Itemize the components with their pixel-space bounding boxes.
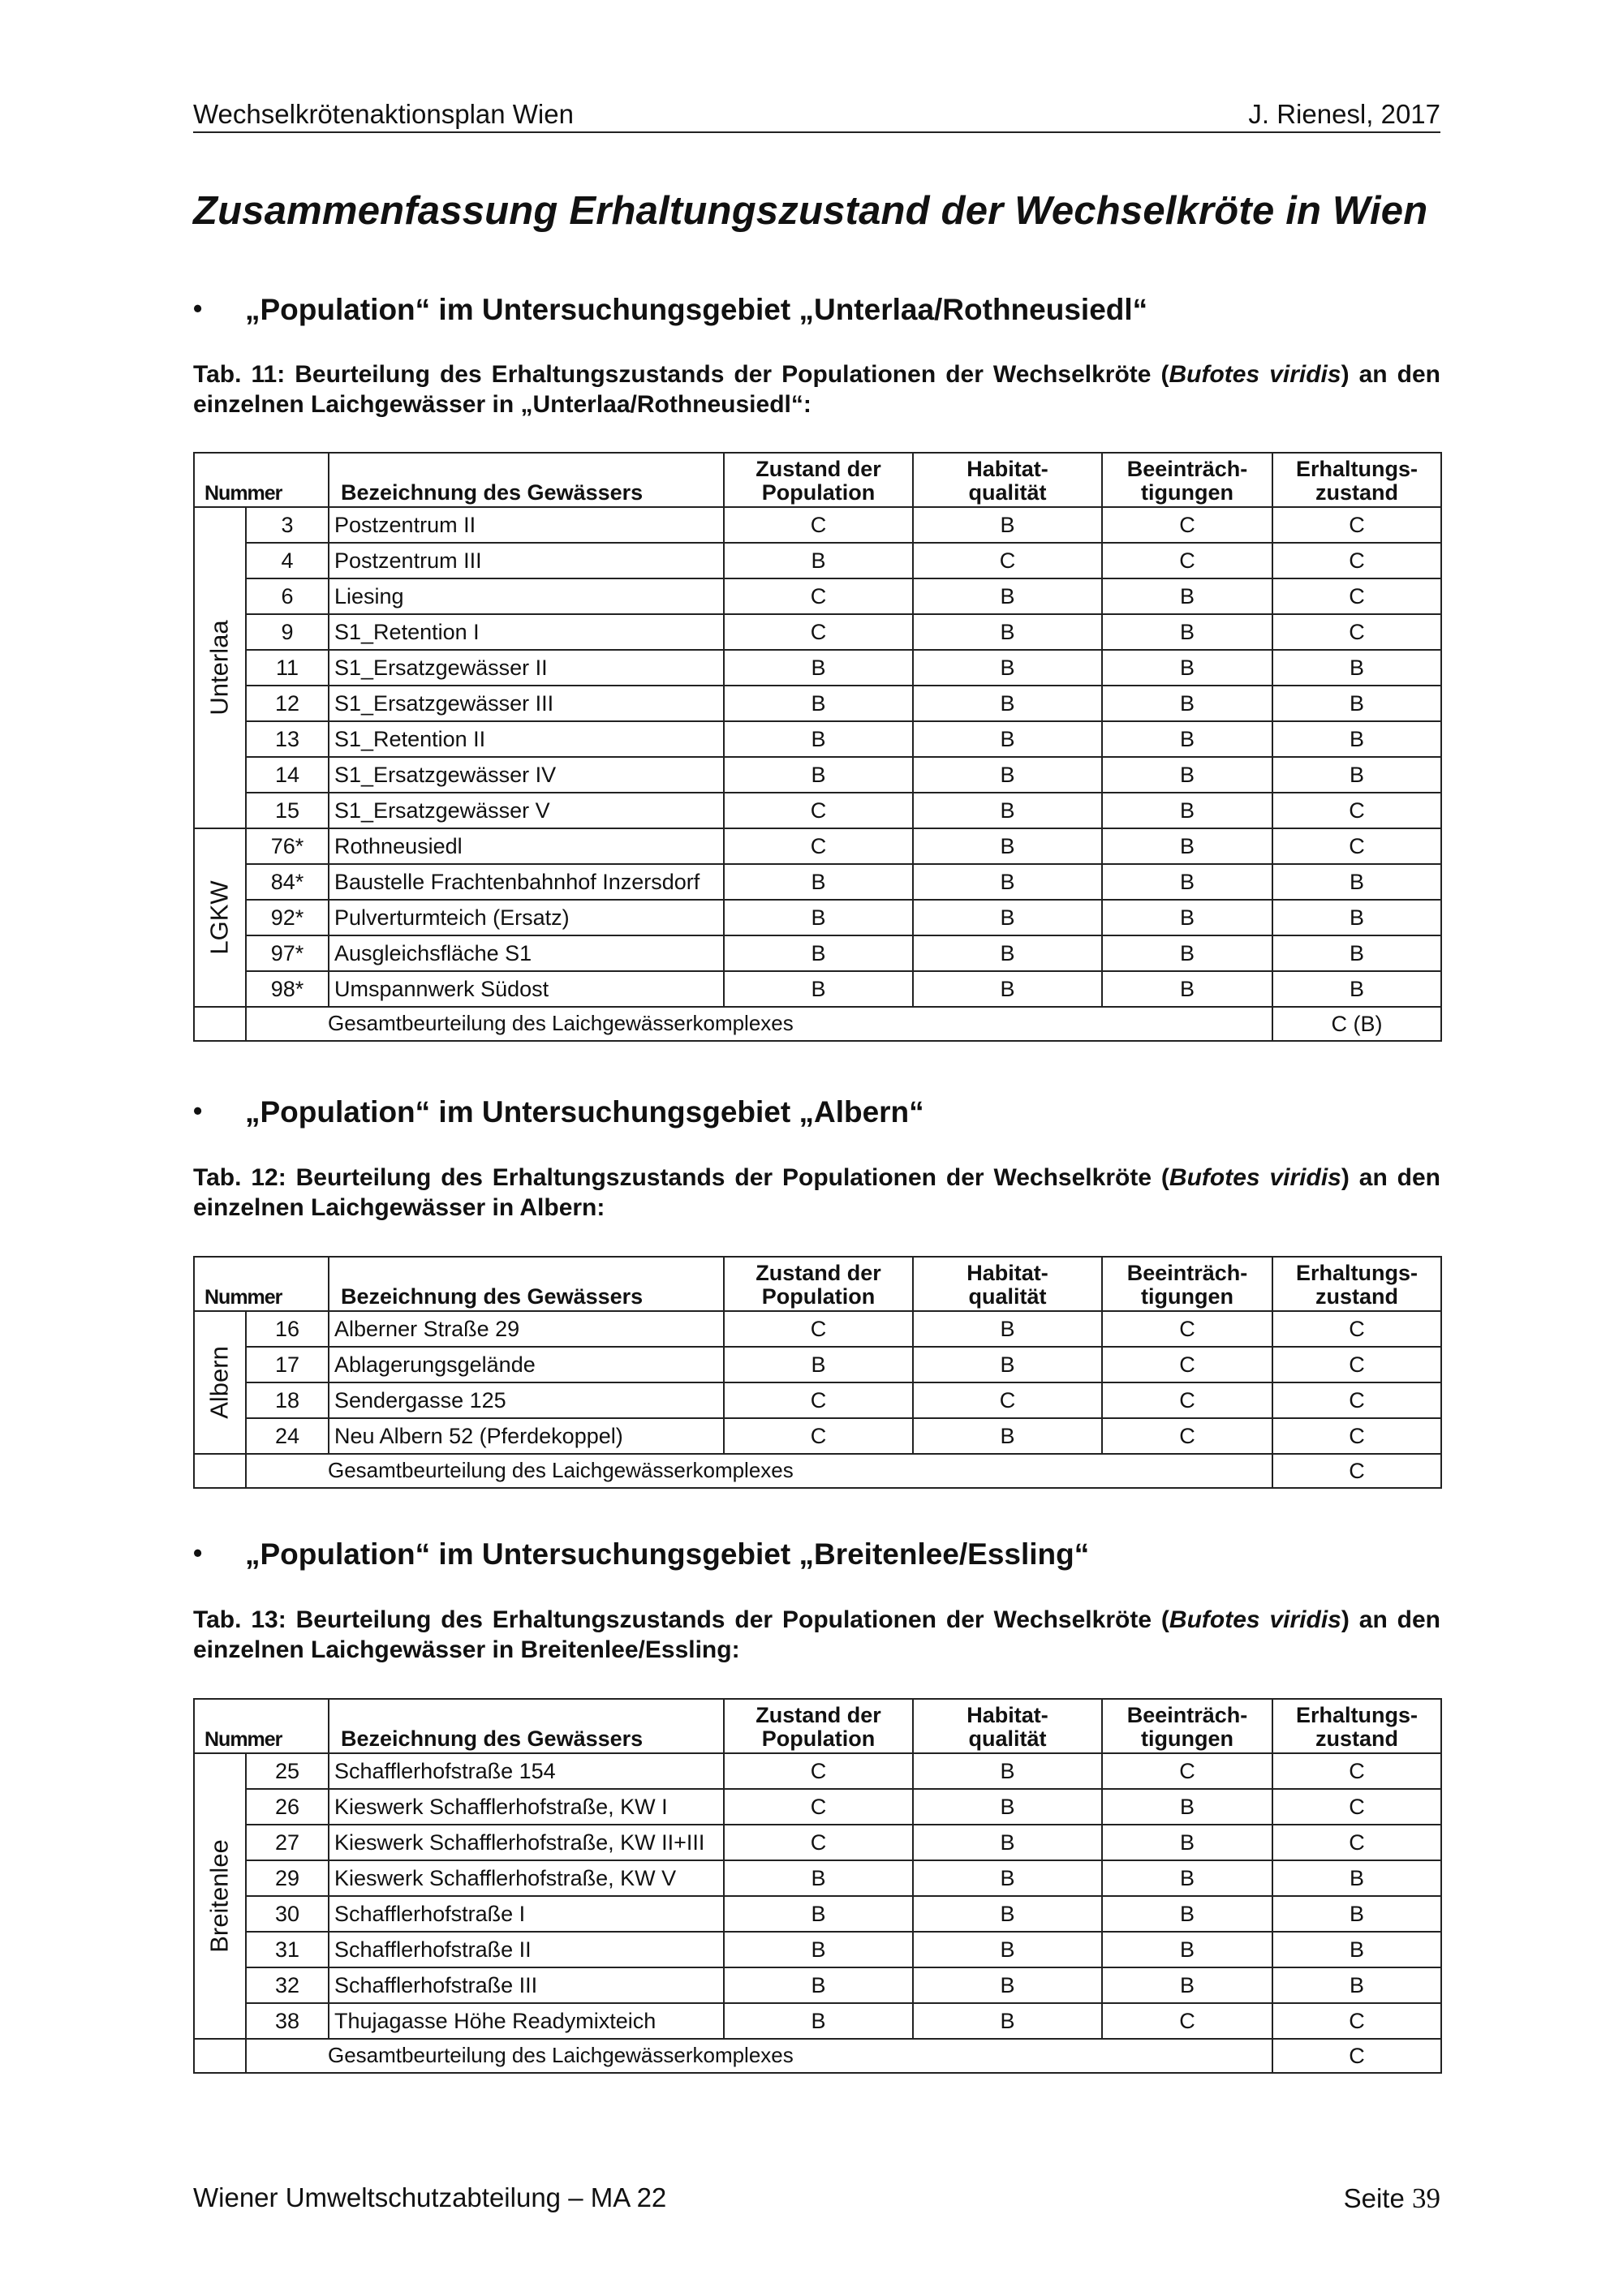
- total-row: [194, 1454, 1441, 1488]
- habitat-grade: B: [913, 614, 1102, 650]
- conservation-grade: B: [1272, 1896, 1441, 1932]
- col-header-number: Nummer: [194, 1257, 329, 1311]
- pond-name: Liesing: [329, 578, 724, 614]
- caption-text: ) an den einzelnen Laichgewässer in „Unterlaa/Rothneusiedl“:: [193, 361, 1440, 418]
- pond-name: Alberner Straße 29: [329, 1311, 724, 1347]
- header-author-year: J. Rienesl, 2017: [1248, 99, 1440, 129]
- habitat-grade: B: [913, 721, 1102, 757]
- total-spacer: [194, 1454, 246, 1488]
- pond-name: Pulverturmteich (Ersatz): [329, 900, 724, 935]
- impairment-grade: B: [1102, 578, 1272, 614]
- pond-name: S1_Ersatzgewässer II: [329, 650, 724, 686]
- group-label: Albern: [204, 1346, 234, 1419]
- pond-number: 25: [246, 1753, 329, 1789]
- pond-name: Thujagasse Höhe Readymixteich: [329, 2003, 724, 2039]
- conservation-grade: C: [1272, 2003, 1441, 2039]
- table-row: [194, 2003, 1441, 2039]
- conservation-grade: B: [1272, 1967, 1441, 2003]
- species-name: Bufotes viridis: [1169, 361, 1341, 388]
- impairment-grade: C: [1102, 543, 1272, 578]
- table-caption-13: [193, 1605, 1440, 1665]
- table-row: [194, 1347, 1441, 1382]
- impairment-grade: B: [1102, 650, 1272, 686]
- pond-name: Kieswerk Schafflerhofstraße, KW II+III: [329, 1825, 724, 1860]
- table-row: [194, 864, 1441, 900]
- impairment-grade: B: [1102, 935, 1272, 971]
- population-grade: C: [724, 1753, 913, 1789]
- bullet-icon: •: [193, 294, 203, 323]
- section-heading-text: „Population“ im Untersuchungsgebiet „Breitenlee/Essling“: [245, 1537, 1090, 1571]
- pond-name: S1_Ersatzgewässer V: [329, 793, 724, 828]
- conservation-grade: C: [1272, 1753, 1441, 1789]
- population-grade: C: [724, 1418, 913, 1454]
- pond-name: Schafflerhofstraße 154: [329, 1753, 724, 1789]
- col-header-impairment: Beeinträch- tigungen: [1102, 1699, 1272, 1753]
- pond-name: Baustelle Frachtenbahnhof Inzersdorf: [329, 864, 724, 900]
- impairment-grade: C: [1102, 1347, 1272, 1382]
- col-header-name: Bezeichnung des Gewässers: [329, 1699, 724, 1753]
- species-name: Bufotes viridis: [1169, 1164, 1341, 1191]
- impairment-grade: C: [1102, 507, 1272, 543]
- population-grade: B: [724, 721, 913, 757]
- table-row: [194, 935, 1441, 971]
- conservation-grade: B: [1272, 971, 1441, 1007]
- impairment-grade: B: [1102, 614, 1272, 650]
- habitat-grade: B: [913, 793, 1102, 828]
- habitat-grade: B: [913, 1789, 1102, 1825]
- col-header-habitat: Habitat- qualität: [913, 1257, 1102, 1311]
- group-label: LGKW: [204, 880, 234, 955]
- impairment-grade: C: [1102, 1753, 1272, 1789]
- pond-name: Kieswerk Schafflerhofstraße, KW V: [329, 1860, 724, 1896]
- total-label: Gesamtbeurteilung des Laichgewässerkomplexes: [246, 1007, 1272, 1041]
- pond-number: 11: [246, 650, 329, 686]
- group-label-cell: [194, 1311, 246, 1454]
- pond-number: 14: [246, 757, 329, 793]
- habitat-grade: B: [913, 1753, 1102, 1789]
- col-header-habitat: Habitat- qualität: [913, 453, 1102, 507]
- impairment-grade: C: [1102, 1418, 1272, 1454]
- conservation-grade: C: [1272, 507, 1441, 543]
- pond-name: Neu Albern 52 (Pferdekoppel): [329, 1418, 724, 1454]
- habitat-grade: B: [913, 1311, 1102, 1347]
- table-row: [194, 1382, 1441, 1418]
- pond-name: Rothneusiedl: [329, 828, 724, 864]
- table-row: [194, 507, 1441, 543]
- page-label: Seite: [1343, 2183, 1405, 2213]
- table-row: [194, 1311, 1441, 1347]
- impairment-grade: B: [1102, 793, 1272, 828]
- pond-name: Schafflerhofstraße I: [329, 1896, 724, 1932]
- caption-text: ) an den einzelnen Laichgewässer in Albern:: [193, 1164, 1441, 1221]
- pond-name: S1_Retention II: [329, 721, 724, 757]
- population-grade: C: [724, 1311, 913, 1347]
- habitat-grade: C: [913, 1382, 1102, 1418]
- pond-number: 31: [246, 1932, 329, 1967]
- pond-number: 29: [246, 1860, 329, 1896]
- pond-number: 16: [246, 1311, 329, 1347]
- col-header-conservation: Erhaltungs- zustand: [1272, 1257, 1441, 1311]
- population-grade: B: [724, 900, 913, 935]
- pond-number: 27: [246, 1825, 329, 1860]
- habitat-grade: B: [913, 686, 1102, 721]
- habitat-grade: C: [913, 543, 1102, 578]
- total-row: [194, 2039, 1441, 2073]
- pond-number: 38: [246, 2003, 329, 2039]
- col-header-name: Bezeichnung des Gewässers: [329, 453, 724, 507]
- header-document-title: Wechselkrötenaktionsplan Wien: [193, 99, 574, 129]
- impairment-grade: B: [1102, 757, 1272, 793]
- conservation-grade: B: [1272, 1932, 1441, 1967]
- table-albern: [193, 1256, 1442, 1489]
- pond-name: Schafflerhofstraße III: [329, 1967, 724, 2003]
- footer-page: [1344, 2182, 1440, 2215]
- conservation-grade: B: [1272, 900, 1441, 935]
- pond-name: Ausgleichsfläche S1: [329, 935, 724, 971]
- table-row: [194, 757, 1441, 793]
- conservation-grade: C: [1272, 543, 1441, 578]
- pond-number: 12: [246, 686, 329, 721]
- table-row: [194, 578, 1441, 614]
- population-grade: B: [724, 543, 913, 578]
- pond-number: 9: [246, 614, 329, 650]
- col-header-population: Zustand der Population: [724, 453, 913, 507]
- col-header-population: Zustand der Population: [724, 1699, 913, 1753]
- pond-number: 26: [246, 1789, 329, 1825]
- impairment-grade: B: [1102, 1932, 1272, 1967]
- table-row: [194, 828, 1441, 864]
- footer-organisation: Wiener Umweltschutzabteilung – MA 22: [193, 2182, 667, 2212]
- habitat-grade: B: [913, 1347, 1102, 1382]
- pond-name: Ablagerungsgelände: [329, 1347, 724, 1382]
- species-name: Bufotes viridis: [1169, 1606, 1341, 1633]
- table-header-row: [194, 1257, 1441, 1311]
- habitat-grade: B: [913, 507, 1102, 543]
- population-grade: C: [724, 1825, 913, 1860]
- habitat-grade: B: [913, 864, 1102, 900]
- habitat-grade: B: [913, 1967, 1102, 2003]
- section-heading-albern: [193, 1095, 924, 1129]
- section-heading-text: „Population“ im Untersuchungsgebiet „Unterlaa/Rothneusiedl“: [245, 293, 1148, 326]
- table-header-row: [194, 1699, 1441, 1753]
- bullet-icon: •: [193, 1096, 203, 1125]
- col-header-conservation: Erhaltungs- zustand: [1272, 453, 1441, 507]
- table-row: [194, 1967, 1441, 2003]
- population-grade: B: [724, 864, 913, 900]
- table-caption-12: [193, 1163, 1440, 1223]
- section-heading-text: „Population“ im Untersuchungsgebiet „Albern“: [245, 1095, 924, 1129]
- habitat-grade: B: [913, 650, 1102, 686]
- total-label: Gesamtbeurteilung des Laichgewässerkomplexes: [246, 1454, 1272, 1488]
- table-row: [194, 971, 1441, 1007]
- impairment-grade: B: [1102, 721, 1272, 757]
- impairment-grade: B: [1102, 1896, 1272, 1932]
- pond-number: 97*: [246, 935, 329, 971]
- col-header-impairment: Beeinträch- tigungen: [1102, 453, 1272, 507]
- caption-text: Tab. 13: Beurteilung des Erhaltungszustands der Populationen der Wechselkröte (: [193, 1606, 1169, 1633]
- pond-name: Schafflerhofstraße II: [329, 1932, 724, 1967]
- habitat-grade: B: [913, 935, 1102, 971]
- table-row: [194, 1825, 1441, 1860]
- col-header-number: Nummer: [194, 453, 329, 507]
- caption-text: Tab. 11: Beurteilung des Erhaltungszustands der Populationen der Wechselkröte (: [193, 361, 1169, 388]
- table-row: [194, 1418, 1441, 1454]
- total-spacer: [194, 1007, 246, 1041]
- table-row: [194, 1789, 1441, 1825]
- table-row: [194, 793, 1441, 828]
- habitat-grade: B: [913, 2003, 1102, 2039]
- pond-number: 32: [246, 1967, 329, 2003]
- habitat-grade: B: [913, 1418, 1102, 1454]
- col-header-population: Zustand der Population: [724, 1257, 913, 1311]
- pond-name: Postzentrum II: [329, 507, 724, 543]
- col-header-number: Nummer: [194, 1699, 329, 1753]
- page-title: Zusammenfassung Erhaltungszustand der Wechselkröte in Wien: [193, 189, 1428, 233]
- impairment-grade: B: [1102, 900, 1272, 935]
- page-number: 39: [1412, 2182, 1440, 2214]
- pond-number: 17: [246, 1347, 329, 1382]
- col-header-conservation: Erhaltungs- zustand: [1272, 1699, 1441, 1753]
- conservation-grade: C: [1272, 1311, 1441, 1347]
- table-row: [194, 1932, 1441, 1967]
- bullet-icon: •: [193, 1538, 203, 1567]
- impairment-grade: B: [1102, 1825, 1272, 1860]
- impairment-grade: C: [1102, 1382, 1272, 1418]
- habitat-grade: B: [913, 757, 1102, 793]
- col-header-habitat: Habitat- qualität: [913, 1699, 1102, 1753]
- total-row: [194, 1007, 1441, 1041]
- population-grade: C: [724, 507, 913, 543]
- population-grade: B: [724, 935, 913, 971]
- conservation-grade: B: [1272, 650, 1441, 686]
- conservation-grade: C: [1272, 1382, 1441, 1418]
- population-grade: B: [724, 1967, 913, 2003]
- conservation-grade: B: [1272, 1860, 1441, 1896]
- table-row: [194, 650, 1441, 686]
- pond-number: 24: [246, 1418, 329, 1454]
- population-grade: B: [724, 686, 913, 721]
- conservation-grade: B: [1272, 686, 1441, 721]
- pond-name: S1_Ersatzgewässer IV: [329, 757, 724, 793]
- conservation-grade: C: [1272, 1825, 1441, 1860]
- page-footer: [193, 2182, 1440, 2213]
- group-label-cell: [194, 507, 246, 828]
- conservation-grade: B: [1272, 864, 1441, 900]
- conservation-grade: C: [1272, 1418, 1441, 1454]
- group-label-cell: [194, 828, 246, 1007]
- table-caption-11: [193, 359, 1440, 419]
- habitat-grade: B: [913, 971, 1102, 1007]
- impairment-grade: B: [1102, 828, 1272, 864]
- pond-number: 30: [246, 1896, 329, 1932]
- pond-number: 76*: [246, 828, 329, 864]
- pond-number: 6: [246, 578, 329, 614]
- population-grade: B: [724, 1896, 913, 1932]
- col-header-impairment: Beeinträch- tigungen: [1102, 1257, 1272, 1311]
- conservation-grade: C: [1272, 614, 1441, 650]
- pond-number: 98*: [246, 971, 329, 1007]
- total-grade: C (B): [1272, 1007, 1441, 1041]
- population-grade: C: [724, 578, 913, 614]
- conservation-grade: B: [1272, 721, 1441, 757]
- group-label-cell: [194, 1753, 246, 2039]
- population-grade: B: [724, 1932, 913, 1967]
- pond-name: S1_Ersatzgewässer III: [329, 686, 724, 721]
- table-row: [194, 1860, 1441, 1896]
- total-spacer: [194, 2039, 246, 2073]
- table-row: [194, 614, 1441, 650]
- table-row: [194, 1753, 1441, 1789]
- population-grade: C: [724, 793, 913, 828]
- pond-number: 3: [246, 507, 329, 543]
- population-grade: B: [724, 757, 913, 793]
- population-grade: C: [724, 614, 913, 650]
- total-grade: C: [1272, 1454, 1441, 1488]
- pond-number: 92*: [246, 900, 329, 935]
- pond-name: Umspannwerk Südost: [329, 971, 724, 1007]
- pond-number: 84*: [246, 864, 329, 900]
- habitat-grade: B: [913, 828, 1102, 864]
- habitat-grade: B: [913, 900, 1102, 935]
- pond-name: Kieswerk Schafflerhofstraße, KW I: [329, 1789, 724, 1825]
- section-heading-unterlaa: [193, 293, 1147, 327]
- table-row: [194, 543, 1441, 578]
- population-grade: B: [724, 2003, 913, 2039]
- section-heading-breitenlee: [193, 1537, 1089, 1572]
- caption-text: ) an den einzelnen Laichgewässer in Breitenlee/Essling:: [193, 1606, 1441, 1663]
- impairment-grade: C: [1102, 2003, 1272, 2039]
- impairment-grade: B: [1102, 971, 1272, 1007]
- population-grade: B: [724, 971, 913, 1007]
- habitat-grade: B: [913, 1825, 1102, 1860]
- impairment-grade: C: [1102, 1311, 1272, 1347]
- conservation-grade: C: [1272, 1347, 1441, 1382]
- population-grade: C: [724, 1789, 913, 1825]
- table-unterlaa: [193, 452, 1442, 1042]
- conservation-grade: C: [1272, 828, 1441, 864]
- pond-number: 18: [246, 1382, 329, 1418]
- table-row: [194, 1896, 1441, 1932]
- habitat-grade: B: [913, 1896, 1102, 1932]
- impairment-grade: B: [1102, 686, 1272, 721]
- total-grade: C: [1272, 2039, 1441, 2073]
- impairment-grade: B: [1102, 1789, 1272, 1825]
- population-grade: B: [724, 1347, 913, 1382]
- population-grade: C: [724, 828, 913, 864]
- total-label: Gesamtbeurteilung des Laichgewässerkomplexes: [246, 2039, 1272, 2073]
- table-header-row: [194, 453, 1441, 507]
- conservation-grade: B: [1272, 935, 1441, 971]
- impairment-grade: B: [1102, 1860, 1272, 1896]
- pond-name: Sendergasse 125: [329, 1382, 724, 1418]
- pond-name: Postzentrum III: [329, 543, 724, 578]
- habitat-grade: B: [913, 1932, 1102, 1967]
- table-row: [194, 900, 1441, 935]
- running-header: [193, 96, 1440, 133]
- population-grade: B: [724, 1860, 913, 1896]
- conservation-grade: C: [1272, 793, 1441, 828]
- impairment-grade: B: [1102, 864, 1272, 900]
- table-row: [194, 721, 1441, 757]
- conservation-grade: C: [1272, 1789, 1441, 1825]
- pond-name: S1_Retention I: [329, 614, 724, 650]
- impairment-grade: B: [1102, 1967, 1272, 2003]
- conservation-grade: C: [1272, 578, 1441, 614]
- conservation-grade: B: [1272, 757, 1441, 793]
- table-row: [194, 686, 1441, 721]
- pond-number: 4: [246, 543, 329, 578]
- caption-text: Tab. 12: Beurteilung des Erhaltungszustands der Populationen der Wechselkröte (: [193, 1164, 1169, 1191]
- group-label: Unterlaa: [204, 620, 234, 716]
- population-grade: B: [724, 650, 913, 686]
- pond-number: 13: [246, 721, 329, 757]
- habitat-grade: B: [913, 1860, 1102, 1896]
- pond-number: 15: [246, 793, 329, 828]
- group-label: Breitenlee: [204, 1839, 234, 1953]
- habitat-grade: B: [913, 578, 1102, 614]
- population-grade: C: [724, 1382, 913, 1418]
- table-breitenlee: [193, 1698, 1442, 2074]
- col-header-name: Bezeichnung des Gewässers: [329, 1257, 724, 1311]
